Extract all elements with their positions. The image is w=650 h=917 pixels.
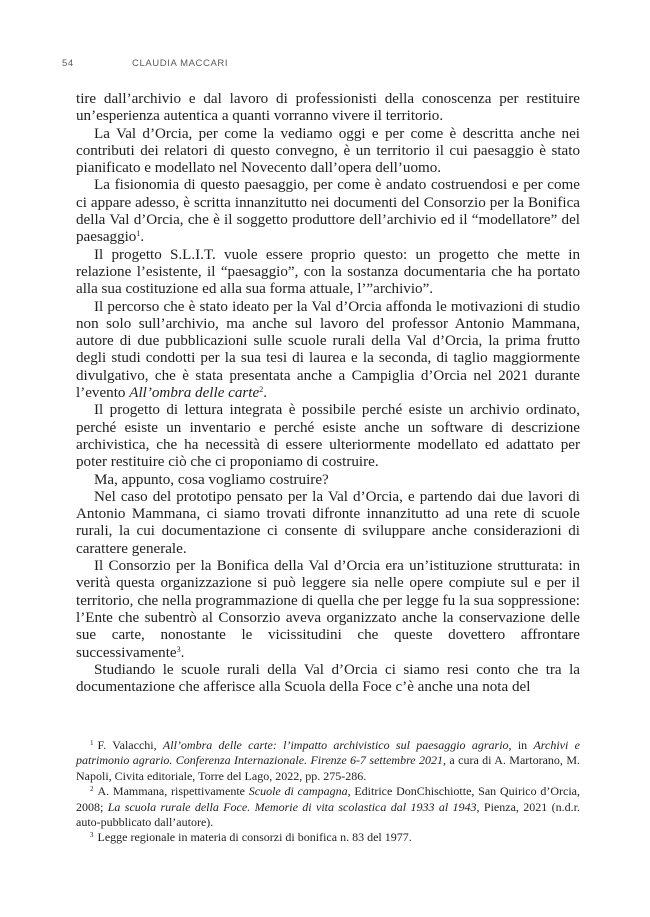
paragraph: La fisionomia di questo paesaggio, per come è andato costruendosi e per come ci appare adesso, è scritta innanzitutto nei documenti del Consorzio per la Bonifica della Val d’Orcia, che è il soggetto produttore dell’archivio ed il “modellatore” del paesaggio$^1$. [76,177,580,246]
body-text [76,91,580,696]
paragraph: Studiando le scuole rurali della Val d’Orcia ci siamo resi conto che tra la documentazione che afferisce alla Scuola della Foce c’è anche una nota del [76,661,580,696]
footnote-text: A. Mammana, rispettivamente [97,784,249,799]
paragraph: La Val d’Orcia, per come la vediamo oggi e per come è descritta anche nei contributi dei relatori di questo convegno, è un territorio il cui paesaggio è stato pianificato e modellato nel Novecento dall’opera dell’uomo. [76,125,580,177]
paragraph: Il progetto S.L.I.T. vuole essere proprio questo: un progetto che mette in relazione l’esistente, il “paesaggio”, con la sostanza documentaria che ha portato alla sua costituzione ed alla sua forma attuale, l’”archivio”. [76,246,580,298]
footnote-number: 2 [90,785,94,794]
paragraph: tire dall’archivio e dal lavoro di professionisti della conoscenza per restituire un’esperienza autentica a quanti vorranno vivere il territorio. [76,91,580,125]
footnotes [76,738,580,846]
footnote-text: , a cura di A. Martorano, M. Napoli, Civita editoriale, Torre del Lago, 2022, pp. 275-286. [76,753,580,783]
footnote-text: Scuole di campagna [248,784,348,799]
paragraph: Il progetto di lettura integrata è possibile perché esiste un archivio ordinato, perché esiste un inventario e perché esiste anche un software di descrizione archivistica, che ha necessità di essere ulteriormente modellato ed adattato per poter restituire ciò che ci proponiamo di costruire. [76,402,580,471]
footnote-text: F. Valacchi, [97,738,163,752]
footnote-text: Archivi e patrimonio agrario. Conferenza Internazionale. Firenze 6-7 settembre 2021 [76,738,580,768]
footnote [76,830,580,845]
footnote-text: Legge regionale in materia di consorzi di bonifica n. 83 del 1977. [97,830,412,845]
footnote-text: , Pienza, 2021 (n.d.r. auto-pubblicato dall’autore). [76,799,580,830]
paragraph: Il percorso che è stato ideato per la Val d’Orcia affonda le motivazioni di studio non solo sull’archivio, ma anche sul lavoro del professor Antonio Mammana, autore di due pubblicazioni sulle scuole rurali della Val d’Orcia, la prima frutto degli studi condotti per la sua tesi di laurea e la seconda, di taglio maggiormente divulgativo, che è stata presentata anche a Campiglia d’Orcia nel 2021 durante l’evento All’ombra delle carte$^2$. [76,298,580,402]
footnote-number: 1 [90,739,94,747]
paragraph: Ma, appunto, cosa vogliamo costruire? [94,471,329,488]
footnote-text: All’ombra delle carte: l’impatto archivistico sul paesaggio agrario [162,738,509,752]
footnote-text: , Editrice DonChischiotte, San Quirico d’Orcia, 2008; [76,784,581,814]
running-header [62,58,582,69]
footnote-text: La scuola rurale della Foce. Memorie di vita scolastica dal 1933 al 1943 [107,799,477,814]
footnote [76,738,580,784]
footnote-number: 3 [90,831,94,840]
footnote-ref[interactable]: 2 [259,385,264,395]
paragraph: Nel caso del prototipo pensato per la Val d’Orcia, e partendo dai due lavori di Antonio Mammana, ci siamo trovati difronte innanzitutto ad una rete di scuole rurali, la cui documentazione ci consente di sviluppare anche considerazioni di carattere generale. [76,488,580,557]
footnote-text: , in [508,738,534,752]
footnote [76,784,580,830]
running-author: CLAUDIA MACCARI [132,58,229,69]
footnote-ref[interactable]: 1 [136,229,141,239]
footnote-ref[interactable]: 3 [176,644,181,654]
paragraph: Il Consorzio per la Bonifica della Val d’Orcia era un’istituzione strutturata: in verità questa organizzazione si può leggere sia nelle opere compiute sul e per il territorio, che nella programmazione di quella che per legge fu la sua soppressione: l’Ente che subentrò al Consorzio aveva organizzato anche la conservazione delle sue carte, nonostante le vicissitudini che queste dovettero affrontare successivamente$^3$. [76,558,580,661]
page-number: 54 [62,58,74,69]
